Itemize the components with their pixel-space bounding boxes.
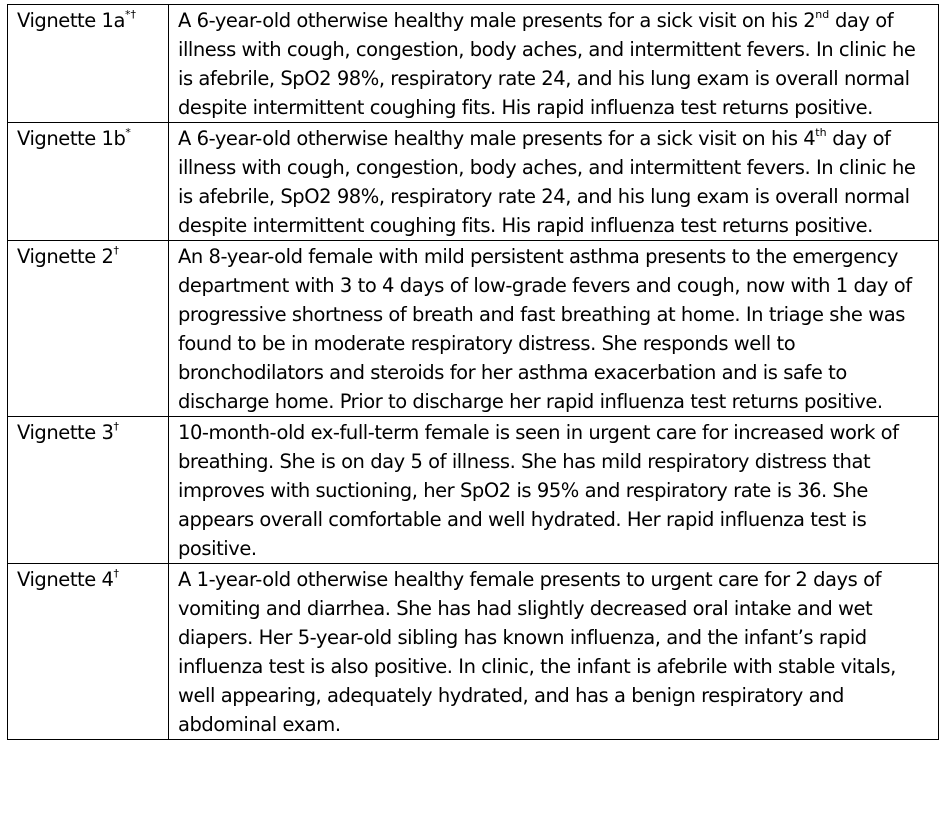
vignette-label: Vignette 1b (17, 127, 126, 150)
vignette-description-cell (169, 5, 939, 123)
vignette-text-continued: day of illness with cough, congestion, body aches, and intermittent fevers. In clinic he is afebrile, SpO2 98%, respiratory rate 24, and his lung exam is overall normal despite intermittent coughing fits. His rapid influenza test returns positive. (178, 9, 916, 119)
vignette-label-cell (8, 241, 169, 417)
vignette-label-marks: † (113, 419, 119, 433)
vignette-description-cell (169, 417, 939, 564)
vignette-row-1b (8, 123, 939, 241)
vignette-label-marks: * (125, 125, 131, 139)
vignette-text: An 8-year-old female with mild persistent asthma presents to the emergency department with 3 to 4 days of low-grade fevers and cough, now with 1 day of progressive shortness of breath and fast breathing at home. In triage she was found to be in moderate respiratory distress. She responds well to bronchodilators and steroids for her asthma exacerbation and is safe to discharge home. Prior to discharge her rapid influenza test returns positive. (178, 245, 912, 413)
vignette-label-marks: † (113, 243, 119, 257)
vignette-label: Vignette 4 (17, 568, 114, 591)
vignette-label-cell (8, 123, 169, 241)
vignette-text: A 1-year-old otherwise healthy female presents to urgent care for 2 days of vomiting and diarrhea. She has had slightly decreased oral intake and wet diapers. Her 5-year-old sibling has known influenza, and the infant’s rapid influenza test is also positive. In clinic, the infant is afebrile with stable vitals, well appearing, adequately hydrated, and has a benign respiratory and abdominal exam. (178, 568, 896, 736)
vignette-label: Vignette 2 (17, 245, 114, 268)
vignette-label-cell (8, 417, 169, 564)
vignette-row-1a (8, 5, 939, 123)
vignette-text-ordinal: th (815, 125, 827, 139)
vignettes-table (7, 4, 939, 740)
vignette-text-continued: day of illness with cough, congestion, body aches, and intermittent fevers. In clinic he is afebrile, SpO2 98%, respiratory rate 24, and his lung exam is overall normal despite intermittent coughing fits. His rapid influenza test returns positive. (178, 127, 916, 237)
vignette-description-cell (169, 123, 939, 241)
vignette-description-cell (169, 241, 939, 417)
vignette-label: Vignette 3 (17, 421, 114, 444)
vignette-text: 10-month-old ex-full-term female is seen in urgent care for increased work of breathing. She is on day 5 of illness. She has mild respiratory distress that improves with suctioning, her SpO2 is 95% and respiratory rate is 36. She appears overall comfortable and well hydrated. Her rapid influenza test is positive. (178, 421, 899, 560)
vignette-text-ordinal: nd (815, 7, 830, 21)
vignette-row-2 (8, 241, 939, 417)
vignette-row-4 (8, 564, 939, 740)
vignette-description-cell (169, 564, 939, 740)
vignette-label-marks: † (113, 566, 119, 580)
vignette-row-3 (8, 417, 939, 564)
vignette-label-marks: *† (124, 7, 136, 21)
vignette-label-cell (8, 564, 169, 740)
vignette-text: A 6-year-old otherwise healthy male presents for a sick visit on his 2 (178, 9, 816, 32)
vignette-text: A 6-year-old otherwise healthy male presents for a sick visit on his 4 (178, 127, 816, 150)
vignette-label-cell (8, 5, 169, 123)
vignette-label: Vignette 1a (17, 9, 125, 32)
